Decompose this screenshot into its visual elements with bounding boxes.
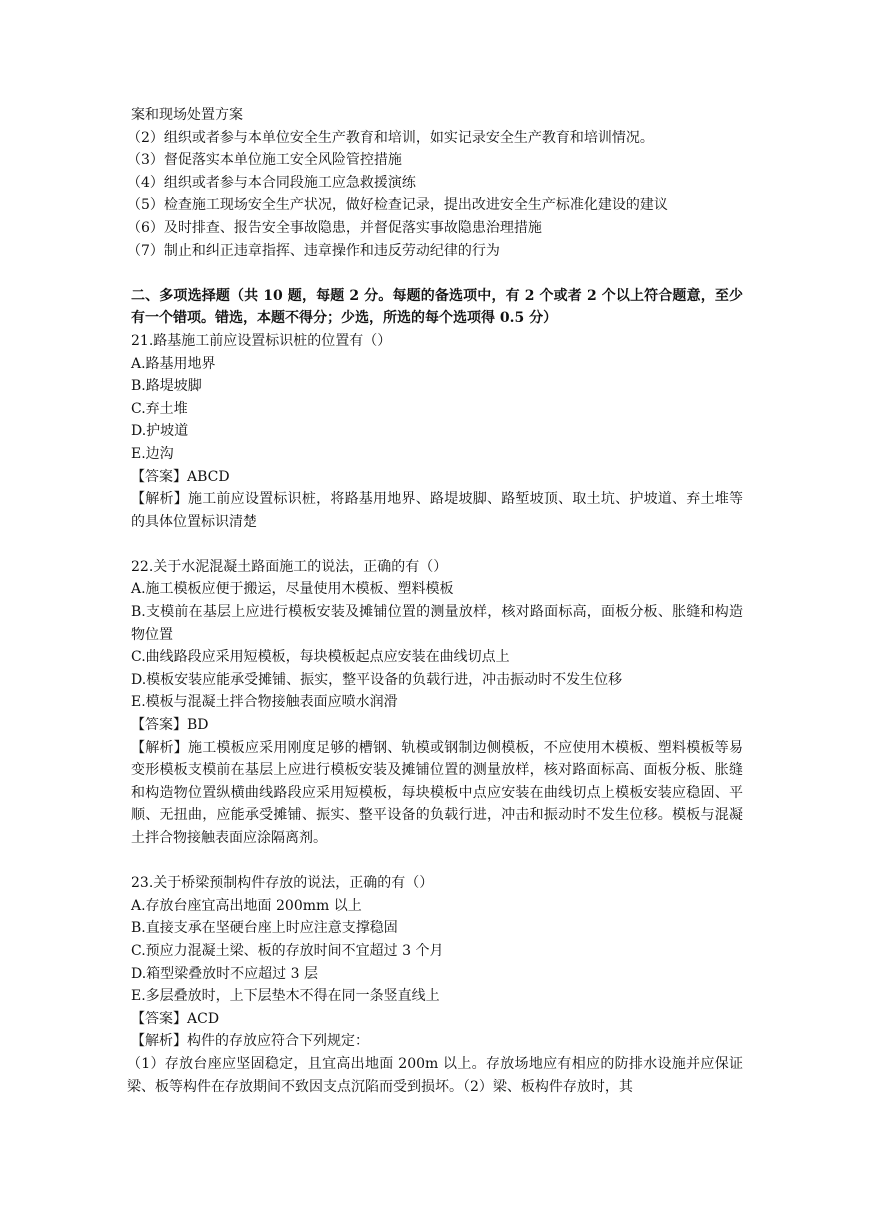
duty-item: （4）组织或者参与本合同段施工应急救援演练 xyxy=(127,174,416,191)
question-option: A.路基用地界 xyxy=(131,355,216,372)
question-stem: 21.路基施工前应设置标识桩的位置有（） xyxy=(131,332,392,349)
duty-item: （2）组织或者参与本单位安全生产教育和培训，如实记录安全生产教育和培训情况。 xyxy=(127,129,654,146)
question-option: A.存放台座宜高出地面 200mm 以上 xyxy=(131,897,362,914)
question-option: C.预应力混凝土梁、板的存放时间不宜超过 3 个月 xyxy=(131,942,444,959)
answer-line: 【答案】BD xyxy=(131,717,209,734)
duty-item: （3）督促落实本单位施工安全风险管控措施 xyxy=(127,152,402,169)
duty-item: （5）检查施工现场安全生产状况，做好检查记录，提出改进安全生产标准化建设的建议 xyxy=(127,197,668,214)
analysis-paragraph: 【解析】施工模板应采用刚度足够的槽钢、轨模或钢制边侧模板，不应使用木模板、塑料模板等易变形模板支模前在基层上应进行模板安装及摊铺位置的测量放样，核对路面标高、面板分板、胀缝和构造物位置纵横曲线路段应采用短模板，每块模板中点应安装在曲线切点上模板安装应稳固、平顺、无扭曲，应能承受摊铺、振实、整平设备的负载行进，冲击和振动时不发生位移。模板与混凝土拌合物接触表面应涂隔离剂。 xyxy=(131,739,743,846)
analysis-paragraph: （1）存放台座应坚固稳定，且宜高出地面 200m 以上。存放场地应有相应的防排水设施并应保证梁、板等构件在存放期间不致因支点沉陷而受到损坏。（2）梁、板构件存放时，其 xyxy=(127,1055,743,1095)
section-heading: 二、多项选择题（共 10 题，每题 2 分。每题的备选项中，有 2 个或者 2 个以上符合题意，至少有一个错项。错选，本题不得分；少选，所选的每个选项得 0.5 分） xyxy=(131,287,743,327)
question-option: C.曲线路段应采用短模板，每块模板起点应安装在曲线切点上 xyxy=(131,649,510,666)
continuation-line: 案和现场处置方案 xyxy=(131,107,243,123)
question-option: D.箱型梁叠放时不应超过 3 层 xyxy=(131,965,318,982)
question-option: B.直接支承在坚硬台座上时应注意支撑稳固 xyxy=(131,920,398,937)
document-body xyxy=(127,104,743,1098)
spacer xyxy=(131,850,743,873)
question-option: D.护坡道 xyxy=(131,423,189,440)
duty-item: （7）制止和纠正违章指挥、违章操作和违反劳动纪律的行为 xyxy=(127,242,500,259)
spacer xyxy=(131,262,743,285)
analysis-intro: 【解析】构件的存放应符合下列规定： xyxy=(131,1033,369,1050)
answer-line: 【答案】ABCD xyxy=(131,468,230,485)
question-option: E.模板与混凝土拌合物接触表面应喷水润滑 xyxy=(131,694,398,711)
question-option: D.模板安装应能承受摊铺、振实，整平设备的负载行进，冲击振动时不发生位移 xyxy=(131,671,623,688)
question-stem: 22.关于水泥混凝土路面施工的说法，正确的有（） xyxy=(131,558,448,575)
question-option: B.支模前在基层上应进行模板安装及摊铺位置的测量放样，核对路面标高，面板分板、胀缝和构造物位置 xyxy=(131,604,743,643)
question-option: E.边沟 xyxy=(131,445,174,462)
duty-item: （6）及时排查、报告安全事故隐患，并督促落实事故隐患治理措施 xyxy=(127,219,542,236)
spacer xyxy=(131,533,743,556)
question-option: B.路堤坡脚 xyxy=(131,378,202,395)
question-option: C.弃土堆 xyxy=(131,400,188,417)
question-stem: 23.关于桥梁预制构件存放的说法，正确的有（） xyxy=(131,875,434,892)
question-option: A.施工模板应便于搬运，尽量使用木模板、塑料模板 xyxy=(131,581,454,598)
analysis-paragraph: 【解析】施工前应设置标识桩，将路基用地界、路堤坡脚、路堑坡顶、取土坑、护坡道、弃土堆等的具体位置标识清楚 xyxy=(131,491,743,530)
answer-line: 【答案】ACD xyxy=(131,1010,220,1027)
question-option: E.多层叠放时，上下层垫木不得在同一条竖直线上 xyxy=(131,988,440,1005)
